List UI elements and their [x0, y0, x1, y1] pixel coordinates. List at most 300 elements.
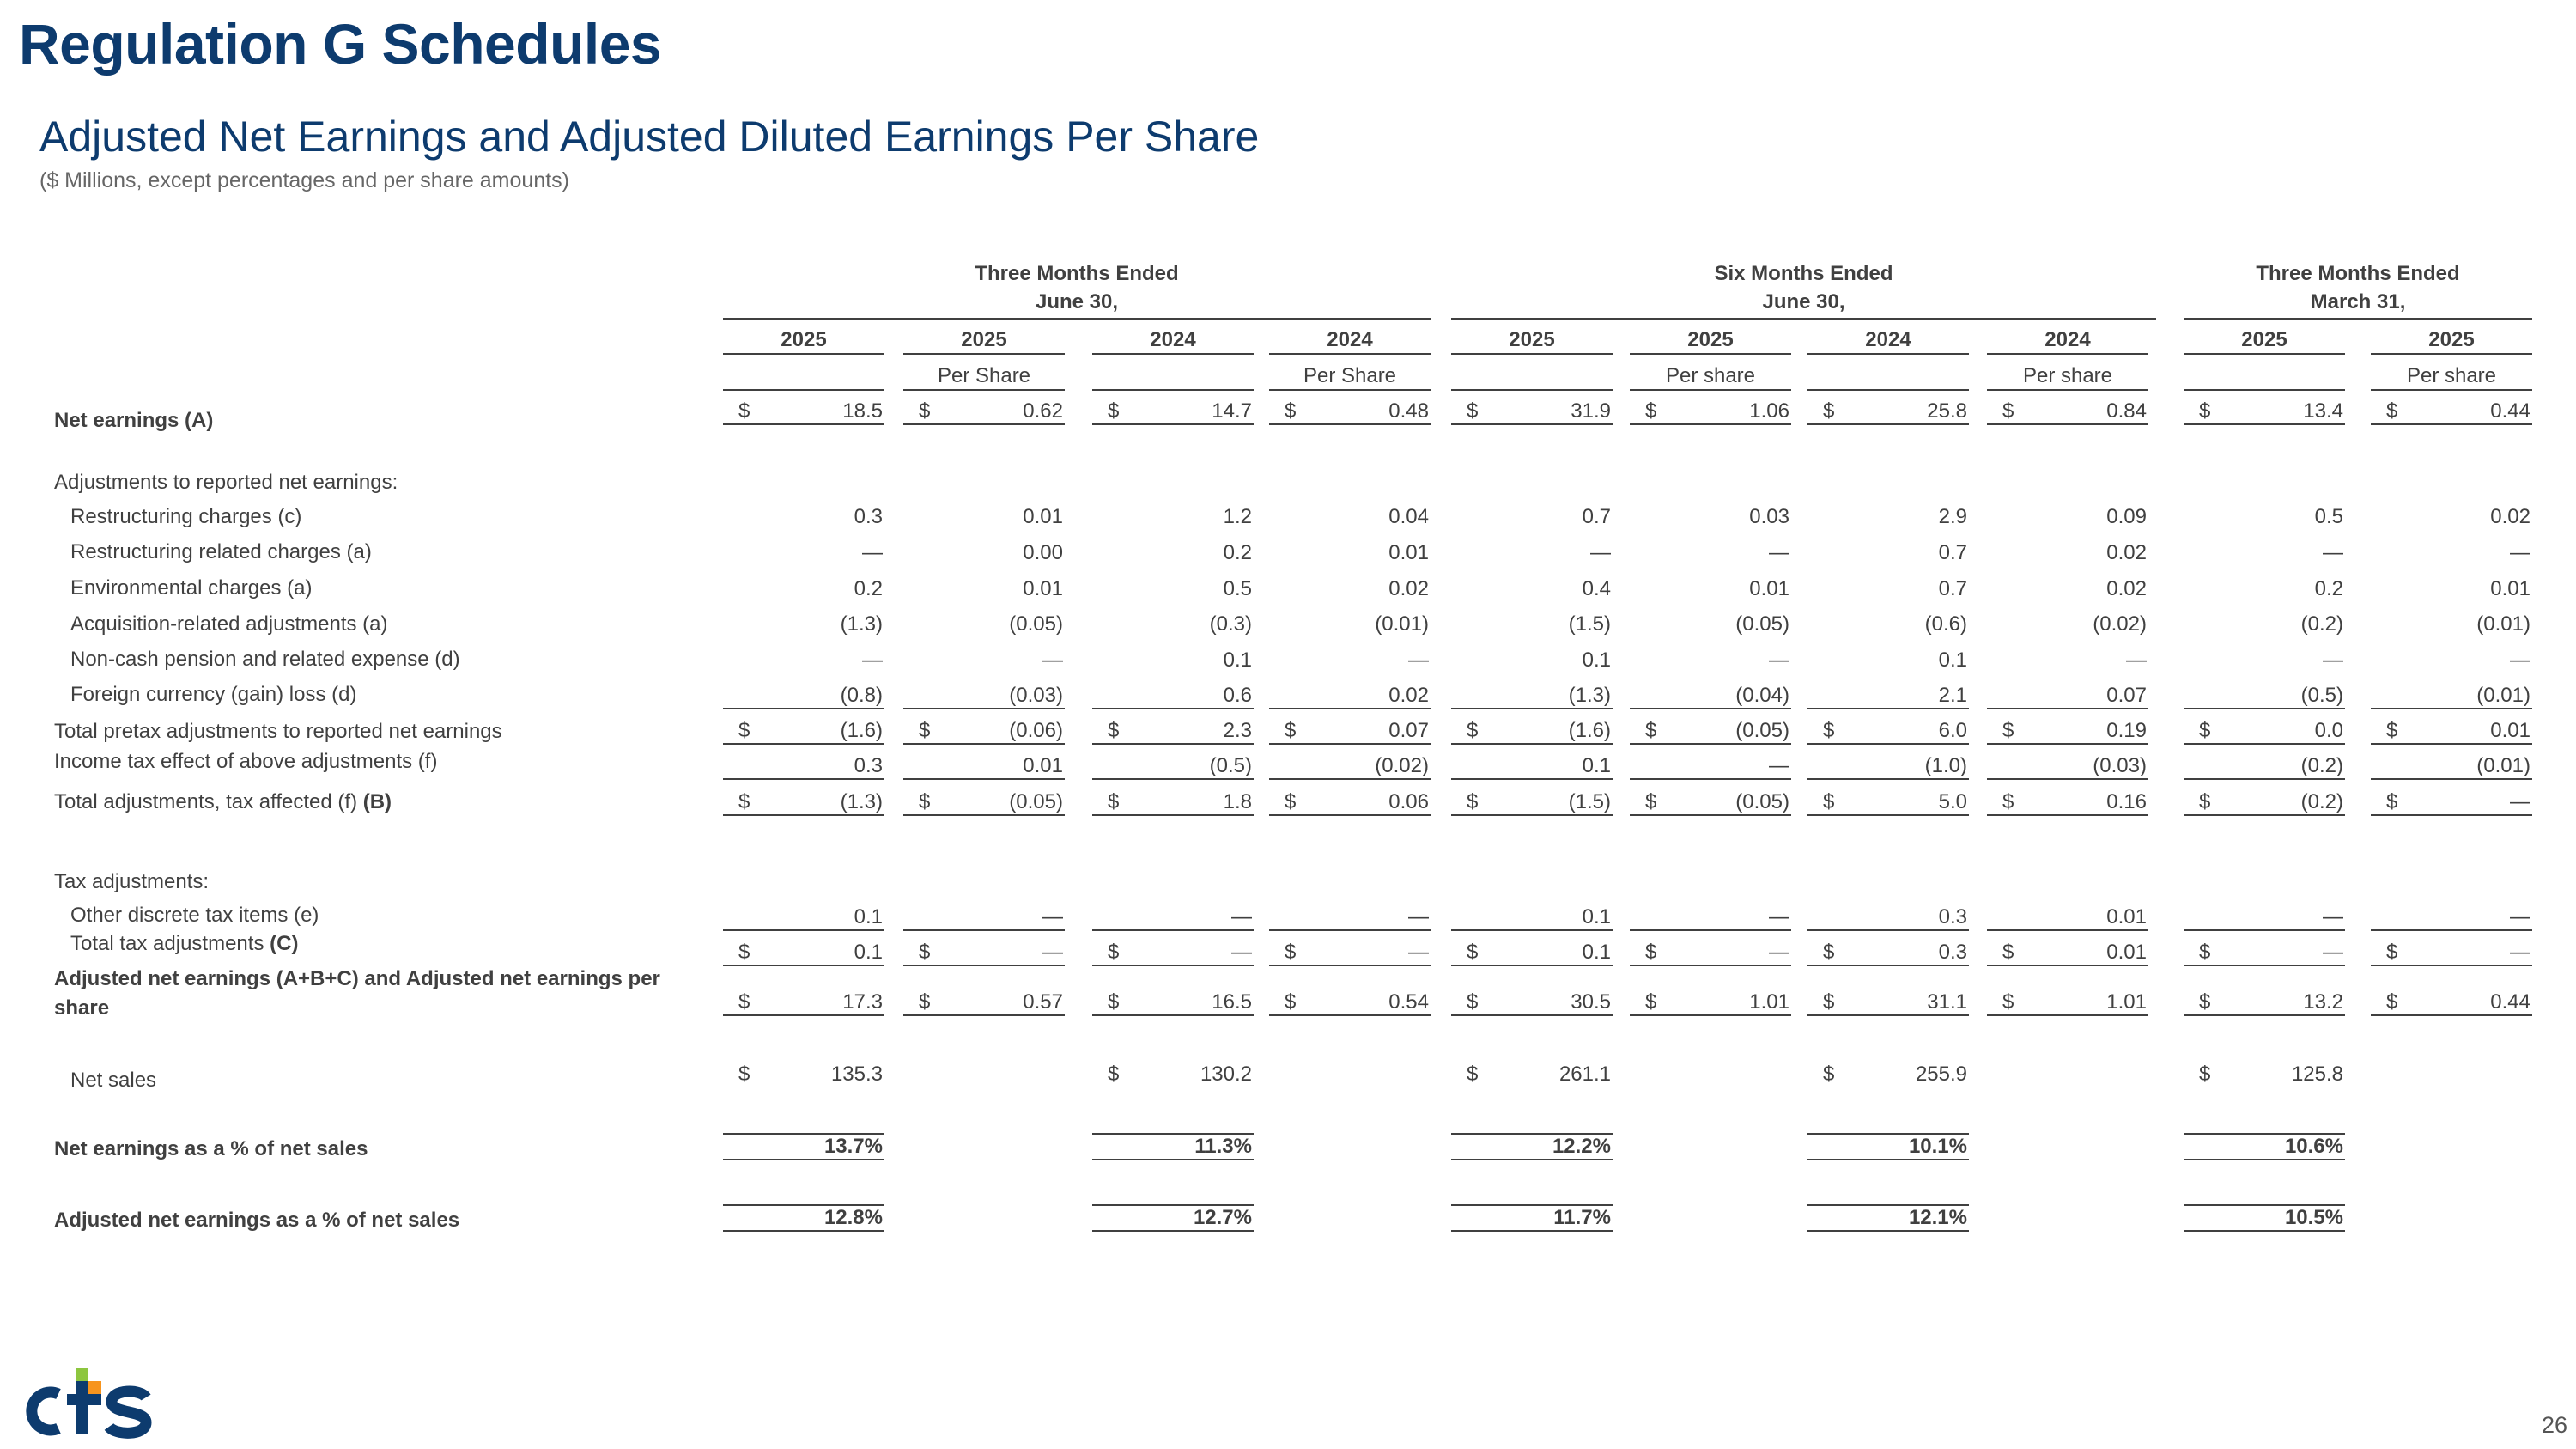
- cell-value: 0.03: [1749, 505, 1789, 528]
- group-header-rule: [723, 318, 1431, 320]
- column-year-rule: [1092, 353, 1254, 355]
- column-year: 2025: [781, 328, 827, 351]
- table-cell: [1451, 577, 1613, 601]
- table-cell: [1807, 648, 1969, 673]
- column-subheader: Per share: [2406, 364, 2497, 387]
- table-cell: [1269, 505, 1431, 529]
- column-year-rule: [1987, 353, 2148, 355]
- cell-value: 0.01: [2106, 905, 2147, 928]
- table-cell: [1807, 719, 1969, 745]
- cell-value: (0.6): [1924, 612, 1967, 636]
- cell-value: 0.1: [1582, 941, 1611, 964]
- cell-value: 0.01: [1023, 754, 1063, 777]
- cell-value: 1.8: [1223, 790, 1252, 813]
- column-subheader: Per share: [1665, 364, 1756, 387]
- table-cell: [1092, 941, 1254, 966]
- table-cell: [1092, 612, 1254, 636]
- row-label: [54, 1210, 459, 1231]
- cell-value: (1.3): [840, 612, 883, 636]
- table-cell: [723, 1204, 884, 1232]
- cell-value: (0.01): [2476, 612, 2530, 636]
- cell-value: 0.3: [1938, 905, 1967, 928]
- table-cell: [1092, 684, 1254, 709]
- cell-value: —: [1231, 941, 1252, 964]
- page-title: Regulation G Schedules: [19, 12, 662, 76]
- table-cell: [1630, 990, 1791, 1016]
- row-label: [70, 542, 372, 563]
- page-subtitle: Adjusted Net Earnings and Adjusted Diluted Earnings Per Share: [39, 113, 1260, 161]
- cell-value: (0.01): [2476, 684, 2530, 707]
- currency-symbol: $: [1467, 1062, 1479, 1086]
- row-label: [70, 649, 460, 670]
- table-cell: [2371, 505, 2532, 529]
- cell-value: (0.04): [1735, 684, 1789, 707]
- cell-value: 0.01: [2490, 577, 2530, 600]
- cell-value: 0.1: [1938, 648, 1967, 672]
- cell-value: 2.1: [1938, 684, 1967, 707]
- table-cell: [1807, 684, 1969, 709]
- table-cell: [1269, 719, 1431, 745]
- table-cell: [2184, 905, 2345, 931]
- table-cell: [723, 905, 884, 931]
- table-cell: [903, 505, 1065, 529]
- group-header-line2: March 31,: [2310, 290, 2406, 314]
- cell-value: 0.01: [2106, 941, 2147, 964]
- cell-value: (0.05): [1009, 612, 1063, 636]
- cell-value: (1.6): [1568, 719, 1611, 742]
- cell-value: 0.44: [2490, 990, 2530, 1014]
- table-cell: [2184, 790, 2345, 816]
- cell-value: —: [2510, 790, 2530, 813]
- group-header: [723, 259, 1431, 316]
- cell-value: 0.4: [1582, 577, 1611, 600]
- table-cell: [1987, 541, 2148, 565]
- table-cell: [1451, 1133, 1613, 1160]
- table-cell: [1987, 399, 2148, 425]
- currency-symbol: $: [738, 399, 750, 423]
- column-year-rule: [1807, 353, 1969, 355]
- cell-value: 0.02: [1388, 684, 1429, 707]
- cell-value: 0.62: [1023, 399, 1063, 423]
- cell-value: (0.01): [1375, 612, 1429, 636]
- column-year: 2024: [1327, 328, 1373, 351]
- table-cell: [2184, 941, 2345, 966]
- cell-value: —: [862, 541, 883, 564]
- currency-symbol: $: [2199, 399, 2211, 423]
- column-subheader-rule: [1987, 389, 2148, 391]
- column-subheader-rule: [1092, 389, 1254, 391]
- cell-value: (0.2): [2300, 754, 2343, 777]
- row-label-text: Total pretax adjustments to reported net earnings: [54, 720, 502, 743]
- currency-symbol: $: [2199, 790, 2211, 813]
- column-year: 2025: [2428, 328, 2475, 351]
- cell-value: 25.8: [1927, 399, 1967, 423]
- cell-value: —: [1769, 905, 1789, 928]
- table-cell: [723, 790, 884, 816]
- table-cell: [2371, 990, 2532, 1016]
- cell-value: 10.1%: [1908, 1135, 1967, 1158]
- table-cell: [903, 941, 1065, 966]
- table-cell: [1092, 990, 1254, 1016]
- table-cell: [1807, 541, 1969, 565]
- row-label-text: Restructuring related charges (a): [70, 540, 372, 563]
- cell-value: (0.05): [1009, 790, 1063, 813]
- cell-value: 0.1: [1582, 648, 1611, 672]
- table-cell: [723, 684, 884, 709]
- cell-value: 16.5: [1212, 990, 1252, 1014]
- cell-value: 13.2: [2303, 990, 2343, 1014]
- column-year-rule: [903, 353, 1065, 355]
- row-label-text: Adjusted net earnings (A+B+C) and Adjusted net earnings per share: [54, 967, 660, 1020]
- table-cell: [1451, 754, 1613, 780]
- table-cell: [1269, 905, 1431, 931]
- table-cell: [1451, 612, 1613, 636]
- cell-value: 31.1: [1927, 990, 1967, 1014]
- cell-value: 0.2: [1223, 541, 1252, 564]
- column-subheader-rule: [2371, 389, 2532, 391]
- column-year: 2025: [2241, 328, 2287, 351]
- currency-symbol: $: [1645, 941, 1657, 964]
- row-label: [54, 792, 392, 813]
- table-cell: [2371, 399, 2532, 425]
- cell-value: 0.6: [1223, 684, 1252, 707]
- table-cell: [903, 754, 1065, 780]
- table-cell: [723, 1133, 884, 1160]
- cell-value: 0.7: [1582, 505, 1611, 528]
- currency-symbol: $: [1467, 990, 1479, 1014]
- table-cell: [903, 612, 1065, 636]
- table-cell: [1630, 577, 1791, 601]
- cell-value: 1.01: [1749, 990, 1789, 1014]
- row-label-ref: (C): [270, 932, 299, 955]
- cell-value: 0.1: [854, 905, 883, 928]
- cell-value: (0.5): [2300, 684, 2343, 707]
- currency-symbol: $: [1108, 719, 1120, 742]
- column-subheader-rule: [1630, 389, 1791, 391]
- table-cell: [2184, 541, 2345, 565]
- currency-symbol: $: [1823, 399, 1835, 423]
- table-cell: [903, 399, 1065, 425]
- column-year: 2025: [1687, 328, 1734, 351]
- table-cell: [1987, 941, 2148, 966]
- table-cell: [1092, 790, 1254, 816]
- cell-value: —: [1769, 648, 1789, 672]
- column-subheader-rule: [723, 389, 884, 391]
- cell-value: 135.3: [830, 1062, 883, 1086]
- column-year: 2025: [1509, 328, 1555, 351]
- row-label: [70, 507, 301, 527]
- cell-value: —: [1042, 648, 1063, 672]
- column-year: 2024: [2044, 328, 2091, 351]
- table-cell: [1807, 505, 1969, 529]
- table-cell: [1987, 612, 2148, 636]
- column-year: 2024: [1865, 328, 1911, 351]
- currency-symbol: $: [1823, 1062, 1835, 1086]
- table-cell: [723, 577, 884, 601]
- cell-value: 0.3: [854, 505, 883, 528]
- table-cell: [1092, 754, 1254, 780]
- cell-value: 0.44: [2490, 399, 2530, 423]
- table-cell: [1451, 719, 1613, 745]
- cell-value: (0.05): [1735, 790, 1789, 813]
- currency-symbol: $: [738, 1062, 750, 1086]
- table-cell: [1987, 990, 2148, 1016]
- currency-symbol: $: [2002, 399, 2014, 423]
- cell-value: 0.09: [2106, 505, 2147, 528]
- currency-symbol: $: [2199, 719, 2211, 742]
- table-cell: [1807, 790, 1969, 816]
- table-cell: [2184, 754, 2345, 780]
- cell-value: 0.06: [1388, 790, 1429, 813]
- table-cell: [1269, 541, 1431, 565]
- cell-value: 255.9: [1915, 1062, 1967, 1086]
- table-cell: [1451, 1062, 1613, 1087]
- row-label-text: Foreign currency (gain) loss (d): [70, 683, 357, 706]
- group-header: [1451, 259, 2156, 316]
- table-cell: [2371, 684, 2532, 709]
- cell-value: 0.04: [1388, 505, 1429, 528]
- cell-value: —: [1590, 541, 1611, 564]
- cell-value: 0.1: [1582, 754, 1611, 777]
- table-cell: [1092, 1133, 1254, 1160]
- table-cell: [1269, 399, 1431, 425]
- table-cell: [903, 577, 1065, 601]
- cell-value: —: [2510, 905, 2530, 928]
- table-cell: [1092, 1204, 1254, 1232]
- table-cell: [2371, 905, 2532, 931]
- row-label-text: Adjusted net earnings as a % of net sales: [54, 1209, 460, 1232]
- cell-value: (0.5): [1209, 754, 1252, 777]
- table-cell: [2184, 1133, 2345, 1160]
- column-year-rule: [723, 353, 884, 355]
- cell-value: 31.9: [1571, 399, 1611, 423]
- group-header-line1: Three Months Ended: [2256, 262, 2460, 285]
- table-cell: [723, 941, 884, 966]
- cell-value: (0.2): [2300, 612, 2343, 636]
- table-cell: [1092, 577, 1254, 601]
- cell-value: 12.8%: [823, 1206, 883, 1229]
- table-cell: [1807, 1062, 1969, 1087]
- table-cell: [1807, 577, 1969, 601]
- cell-value: 0.0: [2314, 719, 2343, 742]
- currency-symbol: $: [2002, 719, 2014, 742]
- currency-symbol: $: [2386, 941, 2398, 964]
- cell-value: (0.01): [2476, 754, 2530, 777]
- column-year-rule: [2184, 353, 2345, 355]
- cell-value: 13.7%: [823, 1135, 883, 1158]
- cell-value: —: [2323, 648, 2343, 672]
- table-cell: [1451, 905, 1613, 931]
- cell-value: 12.7%: [1193, 1206, 1252, 1229]
- units-note: ($ Millions, except percentages and per share amounts): [39, 168, 569, 192]
- column-subheader-rule: [2184, 389, 2345, 391]
- cell-value: —: [1042, 905, 1063, 928]
- currency-symbol: $: [1108, 1062, 1120, 1086]
- column-subheader-rule: [903, 389, 1065, 391]
- cell-value: 6.0: [1938, 719, 1967, 742]
- cell-value: 0.48: [1388, 399, 1429, 423]
- table-cell: [1630, 905, 1791, 931]
- cell-value: 0.01: [2490, 719, 2530, 742]
- row-label: [54, 472, 398, 493]
- table-cell: [2184, 684, 2345, 709]
- cell-value: 18.5: [842, 399, 883, 423]
- group-header-line2: June 30,: [1035, 290, 1119, 314]
- cell-value: 2.3: [1223, 719, 1252, 742]
- row-label: [54, 721, 502, 742]
- table-cell: [1092, 1062, 1254, 1087]
- table-cell: [1987, 754, 2148, 780]
- cell-value: 11.7%: [1553, 1206, 1611, 1229]
- table-cell: [903, 541, 1065, 565]
- table-cell: [723, 719, 884, 745]
- cell-value: —: [2323, 905, 2343, 928]
- currency-symbol: $: [919, 941, 931, 964]
- table-cell: [1630, 684, 1791, 709]
- row-label: [70, 578, 312, 599]
- cell-value: 0.07: [1388, 719, 1429, 742]
- row-label-text: Total tax adjustments: [70, 932, 264, 955]
- currency-symbol: $: [1645, 399, 1657, 423]
- column-subheader-rule: [1451, 389, 1613, 391]
- table-cell: [903, 790, 1065, 816]
- cell-value: —: [1408, 648, 1429, 672]
- currency-symbol: $: [2002, 790, 2014, 813]
- table-cell: [1807, 1204, 1969, 1232]
- table-cell: [1987, 719, 2148, 745]
- row-label-text: Environmental charges (a): [70, 576, 313, 600]
- cell-value: 0.5: [2314, 505, 2343, 528]
- row-label: [70, 934, 298, 954]
- cell-value: (0.02): [1375, 754, 1429, 777]
- column-subheader: Per Share: [937, 364, 1031, 387]
- row-label-text: Net sales: [70, 1068, 157, 1092]
- table-cell: [1092, 648, 1254, 673]
- currency-symbol: $: [2386, 990, 2398, 1014]
- table-cell: [1630, 790, 1791, 816]
- cell-value: (0.05): [1735, 612, 1789, 636]
- currency-symbol: $: [2386, 719, 2398, 742]
- group-header-rule: [1451, 318, 2156, 320]
- table-cell: [1451, 1204, 1613, 1232]
- cell-value: 1.01: [2106, 990, 2147, 1014]
- table-cell: [2184, 719, 2345, 745]
- page-number: 26: [2541, 1412, 2567, 1438]
- cell-value: 0.02: [2490, 505, 2530, 528]
- table-cell: [1451, 399, 1613, 425]
- table-cell: [1269, 577, 1431, 601]
- table-cell: [1987, 648, 2148, 673]
- table-cell: [1807, 399, 1969, 425]
- cell-value: 0.5: [1223, 577, 1252, 600]
- cell-value: (1.3): [840, 790, 883, 813]
- row-label-text: Total adjustments, tax affected (f): [54, 790, 358, 813]
- row-label-ref: (B): [362, 790, 392, 813]
- cell-value: —: [2510, 541, 2530, 564]
- currency-symbol: $: [1285, 790, 1297, 813]
- table-cell: [1269, 612, 1431, 636]
- cell-value: 0.54: [1388, 990, 1429, 1014]
- cell-value: 0.19: [2106, 719, 2147, 742]
- cell-value: 0.1: [1582, 905, 1611, 928]
- table-cell: [903, 990, 1065, 1016]
- column-subheader-rule: [1269, 389, 1431, 391]
- cell-value: (1.5): [1568, 612, 1611, 636]
- table-cell: [1807, 905, 1969, 931]
- cell-value: 0.7: [1938, 577, 1967, 600]
- cell-value: 130.2: [1200, 1062, 1252, 1086]
- currency-symbol: $: [738, 990, 750, 1014]
- cell-value: —: [1408, 905, 1429, 928]
- table-cell: [1269, 790, 1431, 816]
- table-cell: [1269, 941, 1431, 966]
- cell-value: (0.2): [2300, 790, 2343, 813]
- currency-symbol: $: [738, 790, 750, 813]
- row-label: [54, 1139, 368, 1160]
- column-subheader-rule: [1807, 389, 1969, 391]
- cell-value: 261.1: [1558, 1062, 1611, 1086]
- cell-value: 30.5: [1571, 990, 1611, 1014]
- table-cell: [2184, 399, 2345, 425]
- table-cell: [723, 505, 884, 529]
- cell-value: (0.3): [1209, 612, 1252, 636]
- cell-value: 0.1: [1223, 648, 1252, 672]
- currency-symbol: $: [2199, 941, 2211, 964]
- table-cell: [1269, 754, 1431, 780]
- row-label-text: Income tax effect of above adjustments (f): [54, 750, 438, 773]
- cell-value: —: [862, 648, 883, 672]
- cell-value: 0.7: [1938, 541, 1967, 564]
- table-cell: [1630, 648, 1791, 673]
- row-label: [54, 411, 213, 431]
- currency-symbol: $: [1467, 941, 1479, 964]
- table-cell: [723, 399, 884, 425]
- column-year-rule: [1451, 353, 1613, 355]
- cell-value: 1.2: [1223, 505, 1252, 528]
- table-cell: [2184, 1062, 2345, 1087]
- currency-symbol: $: [1823, 719, 1835, 742]
- table-cell: [1987, 790, 2148, 816]
- table-cell: [2184, 577, 2345, 601]
- row-label: [54, 752, 437, 772]
- cell-value: —: [2510, 941, 2530, 964]
- table-cell: [1630, 941, 1791, 966]
- cell-value: 14.7: [1212, 399, 1252, 423]
- currency-symbol: $: [1108, 990, 1120, 1014]
- table-cell: [2371, 941, 2532, 966]
- cell-value: 1.06: [1749, 399, 1789, 423]
- table-cell: [2184, 1204, 2345, 1232]
- table-cell: [1987, 505, 2148, 529]
- column-year-rule: [1630, 353, 1791, 355]
- table-cell: [903, 905, 1065, 931]
- cell-value: —: [1408, 941, 1429, 964]
- cell-value: 0.01: [1023, 505, 1063, 528]
- table-cell: [723, 990, 884, 1016]
- cell-value: (0.05): [1735, 719, 1789, 742]
- cell-value: 0.02: [1388, 577, 1429, 600]
- cell-value: 11.3%: [1194, 1135, 1252, 1158]
- cell-value: 0.00: [1023, 541, 1063, 564]
- cell-value: (0.03): [1009, 684, 1063, 707]
- currency-symbol: $: [919, 790, 931, 813]
- table-cell: [2184, 612, 2345, 636]
- cell-value: —: [1231, 905, 1252, 928]
- cell-value: 0.02: [2106, 541, 2147, 564]
- cell-value: (1.0): [1924, 754, 1967, 777]
- cell-value: 0.01: [1749, 577, 1789, 600]
- cell-value: —: [1769, 541, 1789, 564]
